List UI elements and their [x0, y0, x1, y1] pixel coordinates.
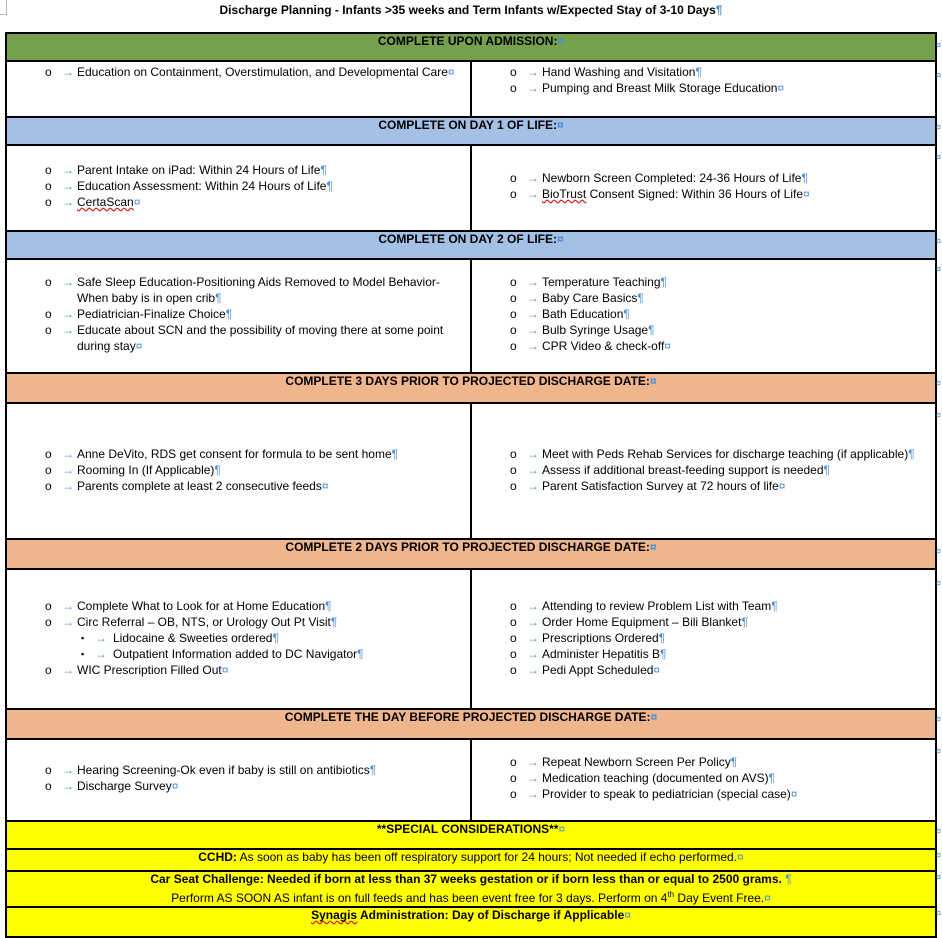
format-mark: ¤ — [790, 787, 798, 801]
tab-arrow-icon: → — [62, 663, 74, 677]
cchd-row: CCHD: As soon as baby has been off respiratory support for 24 hours; Not needed if echo performed.¤ — [6, 849, 936, 871]
row-end-mark: ¤ — [936, 378, 942, 388]
tab-arrow-icon: → — [527, 663, 539, 677]
circle-bullet-icon: o — [510, 631, 517, 645]
tab-arrow-icon: → — [62, 65, 74, 79]
checklist — [7, 274, 470, 354]
item-text: Outpatient Information added to DC Navigator — [113, 647, 358, 661]
format-mark: ¶ — [908, 447, 915, 461]
list-item — [510, 630, 935, 646]
section-header-day-before: COMPLETE THE DAY BEFORE PROJECTED DISCHARGE DATE:¤ — [6, 709, 936, 739]
tab-arrow-icon: → — [95, 631, 107, 645]
item-text: Temperature Teaching — [542, 275, 661, 289]
circle-bullet-icon: o — [510, 323, 517, 337]
tab-arrow-icon: → — [527, 463, 539, 477]
format-mark: ¶ — [658, 631, 666, 645]
format-mark: ¤ — [447, 65, 455, 79]
item-text: Newborn Screen Completed: 24-36 Hours of Life — [542, 171, 802, 185]
tab-arrow-icon: → — [62, 479, 74, 493]
format-mark: ¶ — [214, 463, 221, 477]
car-seat-line-2: Perform AS SOON AS infant is on full feeds and has been event free for 3 days. Perform on 4th Day Event Free. — [171, 890, 765, 905]
tab-arrow-icon: → — [527, 447, 539, 461]
section-3days-left — [6, 403, 471, 539]
list-item — [510, 614, 935, 630]
list-item — [510, 462, 935, 478]
circle-bullet-icon: o — [45, 195, 52, 209]
tab-arrow-icon: → — [527, 631, 539, 645]
format-mark: ¶ — [623, 307, 630, 321]
page-title: Discharge Planning - Infants >35 weeks and Term Infants w/Expected Stay of 3-10 Days¶ — [219, 3, 723, 17]
circle-bullet-icon: o — [510, 479, 517, 493]
list-item — [510, 754, 935, 770]
tab-arrow-icon: → — [62, 763, 74, 777]
format-mark: ¤ — [664, 339, 671, 353]
item-text: Hand Washing and Visitation — [542, 65, 696, 79]
tab-arrow-icon: → — [527, 339, 539, 353]
circle-bullet-icon: o — [510, 599, 517, 613]
item-text: Parent Intake on iPad: Within 24 Hours of Life — [77, 163, 321, 177]
circle-bullet-icon: o — [510, 755, 517, 769]
format-mark: ¶ — [272, 631, 279, 645]
tab-arrow-icon: → — [527, 615, 539, 629]
format-mark: ¤ — [777, 81, 785, 95]
item-text: Safe Sleep Education-Positioning Aids Removed to Model Behavior- When baby is in open crib — [77, 275, 440, 305]
row-end-mark: ¤ — [936, 236, 942, 246]
section-day2-right — [471, 259, 936, 373]
format-mark: ¤ — [171, 779, 179, 793]
list-item — [510, 186, 935, 202]
row-end-mark: ¤ — [936, 70, 942, 80]
tab-arrow-icon: → — [527, 187, 539, 201]
circle-bullet-icon: o — [510, 171, 517, 185]
format-mark: ¶ — [225, 307, 233, 321]
section-header-day2: COMPLETE ON DAY 2 OF LIFE:¤ — [6, 231, 936, 259]
item-text: Administer Hepatitis B — [542, 647, 661, 661]
list-item — [510, 338, 935, 354]
special-considerations-header: **SPECIAL CONSIDERATIONS**¤ — [6, 821, 936, 849]
section-2days-right — [471, 569, 936, 709]
item-text: Pedi Appt Scheduled — [542, 663, 654, 677]
circle-bullet-icon: o — [510, 615, 517, 629]
tab-arrow-icon: → — [62, 779, 74, 793]
circle-bullet-icon: o — [510, 291, 517, 305]
section-day1-right — [471, 145, 936, 231]
square-bullet-icon: ▪ — [81, 633, 85, 643]
format-mark: ¤ — [133, 195, 141, 209]
tab-arrow-icon: → — [527, 323, 539, 337]
tab-arrow-icon: → — [62, 163, 74, 177]
checklist — [7, 162, 470, 210]
format-mark: ¶ — [637, 291, 644, 305]
tab-arrow-icon: → — [62, 195, 74, 209]
row-end-mark: ¤ — [936, 40, 942, 50]
circle-bullet-icon: o — [45, 779, 52, 793]
format-mark: ¶ — [695, 65, 702, 79]
circle-bullet-icon: o — [510, 187, 517, 201]
checklist — [472, 170, 935, 202]
circle-bullet-icon: o — [45, 275, 52, 289]
format-mark: ¶ — [391, 447, 399, 461]
list-item — [510, 446, 935, 462]
item-text: Complete What to Look for at Home Education — [77, 599, 326, 613]
list-item — [45, 322, 470, 354]
tab-arrow-icon: → — [62, 323, 74, 337]
row-end-mark: ¤ — [936, 908, 942, 918]
list-item — [45, 64, 470, 80]
synagis-row: Synagis Administration: Day of Discharge if Applicable¤ — [6, 907, 936, 937]
list-item — [510, 274, 935, 290]
item-text: Meet with Peds Rehab Services for discharge teaching (if applicable) — [542, 447, 909, 461]
list-item — [510, 306, 935, 322]
format-mark: ¤ — [135, 339, 143, 353]
format-mark: ¶ — [823, 463, 830, 477]
row-end-mark: ¤ — [936, 872, 942, 882]
list-item — [45, 274, 470, 306]
list-item — [510, 598, 935, 614]
circle-bullet-icon: o — [45, 323, 52, 337]
list-item — [510, 80, 935, 96]
tab-arrow-icon: → — [527, 755, 539, 769]
format-mark: ¶ — [768, 771, 776, 785]
checklist — [472, 754, 935, 802]
section-day-before-left — [6, 739, 471, 821]
item-text: Assess if additional breast-feeding support is needed — [542, 463, 824, 477]
list-item — [45, 662, 470, 678]
tab-arrow-icon: → — [95, 647, 107, 661]
item-text: Parent Satisfaction Survey at 72 hours of life — [542, 479, 779, 493]
circle-bullet-icon: o — [510, 307, 517, 321]
section-2days-left — [6, 569, 471, 709]
format-mark: ¶ — [326, 179, 333, 193]
list-item — [45, 306, 470, 322]
format-mark: ¶ — [648, 323, 655, 337]
row-end-mark: ¤ — [936, 714, 942, 724]
list-item — [510, 64, 935, 80]
row-end-mark: ¤ — [936, 152, 942, 162]
section-header-2days: COMPLETE 2 DAYS PRIOR TO PROJECTED DISCHARGE DATE:¤ — [6, 539, 936, 569]
row-end-mark: ¤ — [936, 578, 942, 588]
format-mark: ¶ — [357, 647, 364, 661]
tab-arrow-icon: → — [527, 81, 539, 95]
row-end-mark: ¤ — [936, 546, 942, 556]
circle-bullet-icon: o — [45, 615, 52, 629]
item-text: CertaScan — [77, 195, 134, 209]
tab-arrow-icon: → — [527, 307, 539, 321]
list-item — [510, 770, 935, 786]
format-mark: ¶ — [741, 615, 748, 629]
item-text: Education on Containment, Overstimulation, and Developmental Care — [77, 65, 448, 79]
list-item — [45, 162, 470, 178]
section-header-day1: COMPLETE ON DAY 1 OF LIFE:¤ — [6, 117, 936, 145]
car-seat-row: Car Seat Challenge: Needed if born at less than 37 weeks gestation or if born less than or equal to 2500 grams. ¶ Perform AS SOON AS infant is on full feeds and has been event free for 3 days. Perform on 4th Day Event Free.¤ — [6, 871, 936, 907]
list-item — [45, 462, 470, 478]
item-text: Education Assessment: Within 24 Hours of Life — [77, 179, 327, 193]
list-item — [45, 630, 470, 646]
list-item — [45, 178, 470, 194]
item-text: Repeat Newborn Screen Per Policy — [542, 755, 731, 769]
spellcheck-word: BioTrust — [542, 187, 587, 201]
section-3days-right — [471, 403, 936, 539]
item-text: Bulb Syringe Usage — [542, 323, 649, 337]
checklist — [472, 64, 935, 96]
list-item — [510, 290, 935, 306]
tab-arrow-icon: → — [527, 291, 539, 305]
list-item — [510, 786, 935, 802]
item-text: Anne DeVito, RDS get consent for formula to be sent home — [77, 447, 392, 461]
format-mark: ¤ — [778, 479, 786, 493]
format-mark: ¶ — [325, 599, 332, 613]
item-text: Educate about SCN and the possibility of moving there at some point during stay — [77, 323, 444, 353]
item-text: WIC Prescription Filled Out — [77, 663, 222, 677]
section-day2-left — [6, 259, 471, 373]
list-item — [45, 194, 470, 210]
checklist — [7, 762, 470, 794]
circle-bullet-icon: o — [45, 65, 52, 79]
tab-arrow-icon: → — [62, 179, 74, 193]
circle-bullet-icon: o — [45, 463, 52, 477]
list-item — [45, 762, 470, 778]
checklist — [472, 598, 935, 678]
list-item — [510, 170, 935, 186]
circle-bullet-icon: o — [510, 81, 517, 95]
item-text: Hearing Screening-Ok even if baby is still on antibiotics — [77, 763, 370, 777]
format-mark: ¶ — [369, 763, 377, 777]
checklist — [472, 274, 935, 354]
item-text: Pumping and Breast Milk Storage Education — [542, 81, 778, 95]
section-day-before-right — [471, 739, 936, 821]
tab-arrow-icon: → — [527, 771, 539, 785]
format-mark: ¤ — [653, 663, 661, 677]
item-text: Prescriptions Ordered — [542, 631, 659, 645]
circle-bullet-icon: o — [45, 179, 52, 193]
row-end-mark: ¤ — [936, 122, 942, 132]
circle-bullet-icon: o — [510, 65, 517, 79]
format-mark: ¶ — [660, 275, 667, 289]
circle-bullet-icon: o — [510, 647, 517, 661]
section-header-3days: COMPLETE 3 DAYS PRIOR TO PROJECTED DISCHARGE DATE:¤ — [6, 373, 936, 403]
format-mark: ¤ — [321, 479, 329, 493]
tab-arrow-icon: → — [527, 275, 539, 289]
circle-bullet-icon: o — [510, 771, 517, 785]
list-item — [45, 614, 470, 630]
tab-arrow-icon: → — [62, 275, 74, 289]
row-end-mark: ¤ — [936, 746, 942, 756]
tab-arrow-icon: → — [62, 463, 74, 477]
circle-bullet-icon: o — [510, 463, 517, 477]
list-item — [45, 446, 470, 462]
item-text: Circ Referral – OB, NTS, or Urology Out Pt Visit — [77, 615, 331, 629]
format-mark: ¶ — [660, 647, 667, 661]
section-day1-left — [6, 145, 471, 231]
format-mark: ¶ — [771, 599, 778, 613]
item-text: Lidocaine & Sweeties ordered — [113, 631, 273, 645]
square-bullet-icon: ▪ — [81, 649, 85, 659]
checklist — [7, 446, 470, 494]
list-item — [510, 646, 935, 662]
format-mark: ¶ — [215, 291, 222, 305]
item-text: Baby Care Basics — [542, 291, 638, 305]
tab-arrow-icon: → — [62, 615, 74, 629]
row-end-mark: ¤ — [936, 410, 942, 420]
format-mark: ¶ — [801, 171, 808, 185]
format-mark: ¶ — [320, 163, 327, 177]
list-item — [45, 646, 470, 662]
tab-arrow-icon: → — [527, 65, 539, 79]
item-text: Attending to review Problem List with Team — [542, 599, 772, 613]
checklist — [7, 598, 470, 678]
format-mark: ¤ — [221, 663, 229, 677]
tab-arrow-icon: → — [527, 171, 539, 185]
item-text: Provider to speak to pediatrician (special case) — [542, 787, 791, 801]
circle-bullet-icon: o — [45, 663, 52, 677]
tab-arrow-icon: → — [527, 599, 539, 613]
item-text: Discharge Survey — [77, 779, 172, 793]
item-text: Medication teaching (documented on AVS) — [542, 771, 769, 785]
tab-arrow-icon: → — [527, 479, 539, 493]
circle-bullet-icon: o — [45, 763, 52, 777]
circle-bullet-icon: o — [510, 663, 517, 677]
checklist — [472, 446, 935, 494]
circle-bullet-icon: o — [45, 307, 52, 321]
row-end-mark: ¤ — [936, 850, 942, 860]
section-header-admission: COMPLETE UPON ADMISSION:¤ — [6, 33, 936, 61]
list-item — [45, 598, 470, 614]
item-text: Parents complete at least 2 consecutive feeds — [77, 479, 322, 493]
discharge-plan-table — [5, 32, 937, 938]
item-text: CPR Video & check-off — [542, 339, 665, 353]
row-end-mark: ¤ — [936, 826, 942, 836]
item-text: Rooming In (If Applicable) — [77, 463, 215, 477]
format-mark: ¤ — [803, 187, 810, 201]
tab-arrow-icon: → — [62, 599, 74, 613]
row-end-mark: ¤ — [936, 264, 942, 274]
format-mark: ¶ — [330, 615, 338, 629]
tab-arrow-icon: → — [62, 447, 74, 461]
checklist — [7, 64, 470, 80]
item-text: Bath Education — [542, 307, 624, 321]
tab-arrow-icon: → — [527, 787, 539, 801]
circle-bullet-icon: o — [45, 599, 52, 613]
circle-bullet-icon: o — [45, 447, 52, 461]
list-item — [510, 662, 935, 678]
section-admission-right — [471, 61, 936, 117]
section-admission-left — [6, 61, 471, 117]
circle-bullet-icon: o — [45, 163, 52, 177]
item-text: Order Home Equipment – Bili Blanket — [542, 615, 742, 629]
tab-arrow-icon: → — [62, 307, 74, 321]
circle-bullet-icon: o — [510, 787, 517, 801]
car-seat-line-1: Car Seat Challenge: Needed if born at less than 37 weeks gestation or if born less than or equal to 2500 grams. — [150, 872, 782, 886]
circle-bullet-icon: o — [510, 275, 517, 289]
list-item — [45, 478, 470, 494]
list-item — [45, 778, 470, 794]
tab-arrow-icon: → — [527, 647, 539, 661]
list-item — [510, 478, 935, 494]
circle-bullet-icon: o — [510, 447, 517, 461]
item-text: Pediatrician-Finalize Choice — [77, 307, 226, 321]
format-mark: ¶ — [730, 755, 738, 769]
circle-bullet-icon: o — [45, 479, 52, 493]
list-item — [510, 322, 935, 338]
item-text: Consent Signed: Within 36 Hours of Life — [586, 187, 804, 201]
circle-bullet-icon: o — [510, 339, 517, 353]
